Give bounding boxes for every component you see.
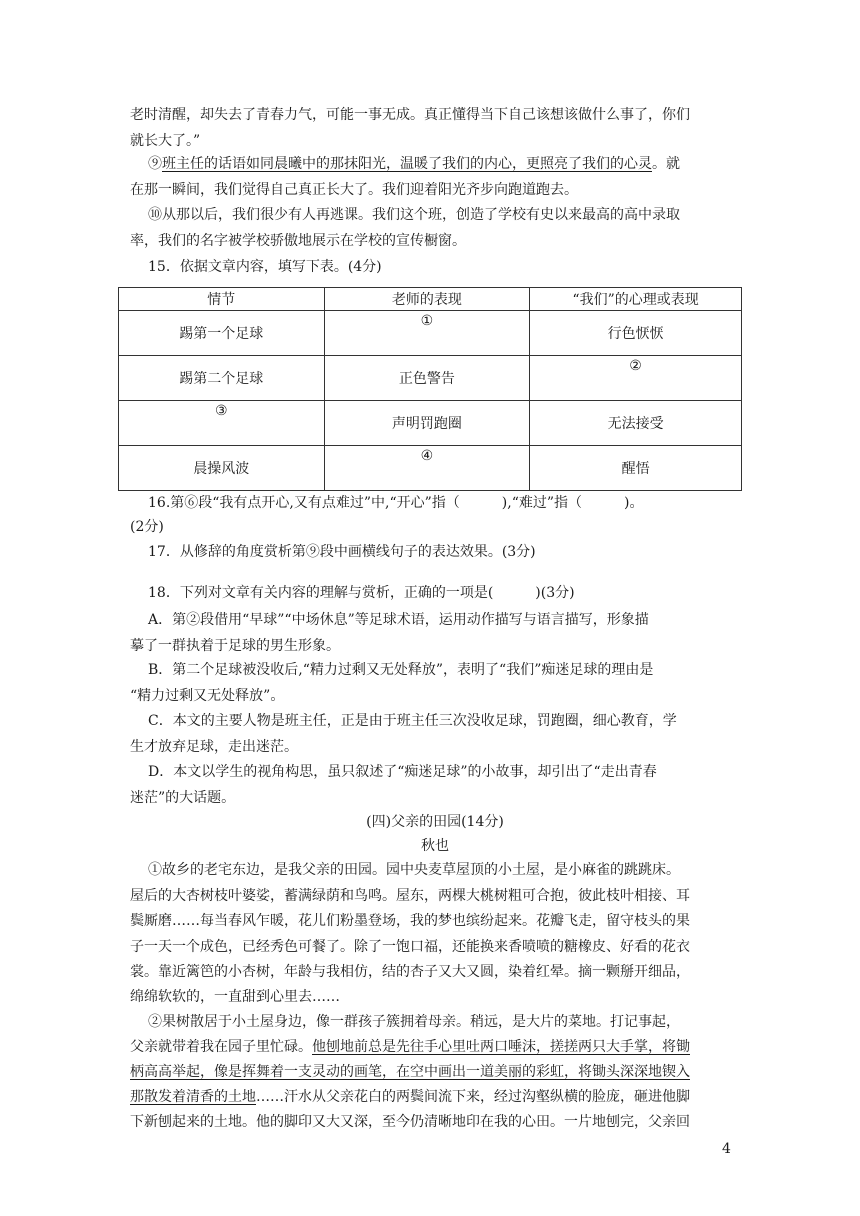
table-cell-blank xyxy=(530,356,742,401)
passage-p1-line2: 屋后的大杏树枝叶婆娑，蓄满绿荫和鸟鸣。屋东，两棵大桃树粗可合抱，彼此枝叶相接、耳 xyxy=(130,888,690,904)
table-header: 老师的表现 xyxy=(324,288,530,311)
table-row xyxy=(119,356,742,401)
table-row xyxy=(119,401,742,446)
blank-marker: ② xyxy=(629,358,642,374)
table-cell: 踢第一个足球 xyxy=(119,311,325,356)
option-a-line2: 摹了一群执着于足球的男生形象。 xyxy=(130,638,340,654)
option-a-line1: A．第②段借用“早球”“中场休息”等足球术语，运用动作描写与语言描写，形象描 xyxy=(148,612,649,628)
option-d-line1: D．本文以学生的视角构思，虽只叙述了“痴迷足球”的小故事，却引出了“走出青春 xyxy=(148,764,657,780)
author: 秋也 xyxy=(421,838,449,854)
table-cell: 踢第二个足球 xyxy=(119,356,325,401)
table-header: “我们”的心理或表现 xyxy=(530,288,742,311)
underlined-sentence: 他刨地前总是先往手心里吐两口唾沫，搓搓两只大手掌，将锄 xyxy=(312,1039,690,1055)
table-cell: 晨操风波 xyxy=(119,446,325,491)
table-cell-blank xyxy=(119,401,325,446)
section-title: (四)父亲的田园(14分) xyxy=(366,814,504,830)
passage-p2-line2 xyxy=(130,1034,740,1060)
passage-p1-line6: 绵绵软软的，一直甜到心里去…… xyxy=(130,989,340,1005)
blank-marker: ① xyxy=(420,313,434,329)
passage-p2-text: 父亲就带着我在园子里忙碌。 xyxy=(130,1039,312,1055)
table-cell: 醒悟 xyxy=(530,446,742,491)
question-17: 17．从修辞的角度赏析第⑨段中画横线句子的表达效果。(3分) xyxy=(148,544,536,560)
underlined-sentence: 柄高高举起，像是挥舞着一支灵动的画笔，在空中画出一道美丽的彩虹，将锄头深深地锲入 xyxy=(130,1064,690,1080)
option-c-line2: 生才放弃足球，走出迷茫。 xyxy=(130,739,298,755)
blank-marker: ③ xyxy=(215,403,228,419)
underlined-sentence: 那散发着清香的土地 xyxy=(130,1089,256,1105)
table-cell-blank xyxy=(324,446,530,491)
passage-p2-line1: ②果树散居于小土屋身边，像一群孩子簇拥着母亲。稍远，是大片的菜地。打记事起， xyxy=(148,1014,680,1030)
passage-p2-text: ……汗水从父亲花白的两鬓间流下来，经过沟壑纵横的脸庞，砸进他脚 xyxy=(256,1089,690,1105)
paragraph-9-number: ⑨ xyxy=(148,156,162,172)
table-cell-blank xyxy=(324,311,530,356)
table-row xyxy=(119,311,742,356)
question-18: 18．下列对文章有关内容的理解与赏析，正确的一项是( )(3分) xyxy=(148,585,575,601)
question-15: 15．依据文章内容，填写下表。(4分) xyxy=(148,259,382,275)
page-number: 4 xyxy=(722,1141,731,1157)
table-row xyxy=(119,446,742,491)
option-b-line1: B．第二个足球被没收后,“精力过剩又无处释放”，表明了“我们”痴迷足球的理由是 xyxy=(148,662,654,678)
option-b-line2: “精力过剩又无处释放”。 xyxy=(130,688,285,704)
table-header-row xyxy=(119,288,742,311)
table-header: 情节 xyxy=(119,288,325,311)
blank-marker: ④ xyxy=(420,448,434,464)
table-cell: 行色恹恹 xyxy=(530,311,742,356)
table-cell: 无法接受 xyxy=(530,401,742,446)
table-cell: 正色警告 xyxy=(324,356,530,401)
question-16-line1: 16.第⑥段“我有点开心,又有点难过”中,“开心”指（ ),“难过”指（ )。 xyxy=(148,495,644,511)
paragraph-10-line1: ⑩从那以后，我们很少有人再逃课。我们这个班，创造了学校有史以来最高的高中录取 xyxy=(148,207,680,223)
paragraph-10-line2: 率，我们的名字被学校骄傲地展示在学校的宣传橱窗。 xyxy=(130,233,466,249)
answer-table xyxy=(118,287,742,491)
passage-p2-line4 xyxy=(130,1084,740,1110)
passage-p2-line3 xyxy=(130,1059,740,1085)
option-c-line1: C．本文的主要人物是班主任，正是由于班主任三次没收足球，罚跑圈，细心教育，学 xyxy=(148,713,677,729)
passage-p1-line1: ①故乡的老宅东边，是我父亲的田园。园中央麦草屋顶的小土屋，是小麻雀的跳跳床。 xyxy=(148,862,680,878)
paragraph-8-tail-line1: 老时清醒，却失去了青春力气，可能一事无成。真正懂得当下自己该想该做什么事了，你们 xyxy=(130,107,690,123)
passage-p1-line4: 子一天一个成色，已经秀色可餐了。除了一饱口福，还能换来香喷喷的糖橡皮、好看的花衣 xyxy=(130,939,690,955)
paragraph-9-rest: 。就 xyxy=(652,156,680,172)
passage-p1-line3: 鬓厮磨……每当春风乍暖，花儿们粉墨登场，我的梦也缤纷起来。花瓣飞走，留守枝头的果 xyxy=(130,913,690,929)
option-d-line2: 迷茫”的大话题。 xyxy=(130,790,236,806)
table-cell: 声明罚跑圈 xyxy=(324,401,530,446)
paragraph-9-line1 xyxy=(148,151,740,177)
underlined-sentence: 班主任的话语如同晨曦中的那抹阳光，温暖了我们的内心，更照亮了我们的心灵 xyxy=(162,156,652,172)
passage-p2-line5: 下新刨起来的土地。他的脚印又大又深，至今仍清晰地印在我的心田。一片地刨完，父亲回 xyxy=(130,1114,690,1130)
paragraph-8-tail-line2: 就长大了。” xyxy=(130,133,201,149)
paragraph-9-line2: 在那一瞬间，我们觉得自己真正长大了。我们迎着阳光齐步向跑道跑去。 xyxy=(130,182,578,198)
passage-p1-line5: 裳。靠近篱笆的小杏树，年龄与我相仿，结的杏子又大又圆，染着红晕。摘一颗掰开细品， xyxy=(130,964,690,980)
question-16-line2: (2分) xyxy=(130,519,164,535)
